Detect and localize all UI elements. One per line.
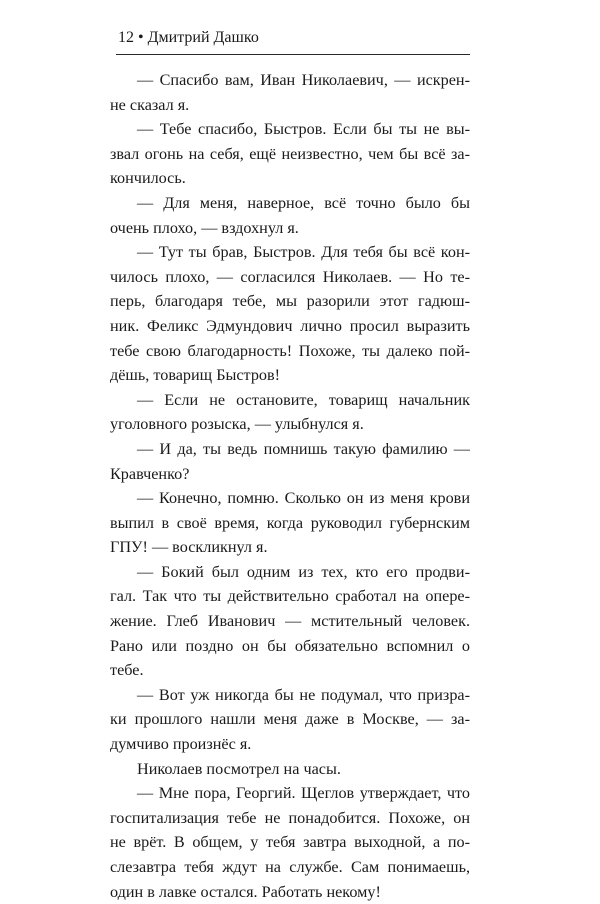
text-line: — Тебе спасибо, Быстров. Если бы ты не вы- — [137, 120, 470, 139]
text-line: думчиво произнёс я. — [110, 735, 252, 754]
text-line: Рано или поздно он бы обязательно вспомнил о — [110, 636, 470, 655]
text-line: — Мне пора, Георгий. Щеглов утверждает, что — [137, 784, 470, 803]
text-line: Кравченко? — [110, 464, 190, 483]
running-head: 12 • Дмитрий Дашко — [118, 29, 259, 46]
text-line: очень плохо, — вздохнул я. — [110, 218, 299, 237]
text-line: — Бокий был одним из тех, кто его продви- — [137, 562, 470, 581]
text-line: не сказал я. — [110, 95, 190, 114]
text-line: ник. Феликс Эдмундович лично просил выразить — [110, 316, 470, 335]
text-line: госпитализация тебе не понадобится. Похоже, он — [110, 808, 470, 827]
text-line: Николаев посмотрел на часы. — [137, 759, 341, 778]
text-line: — Если не остановите, товарищ начальник — [137, 390, 470, 409]
text-line: — И да, ты ведь помнишь такую фамилию — — [137, 439, 470, 458]
text-line: перь, благодаря тебе, мы разорили этот гадюш- — [110, 292, 470, 311]
text-line: выпил в своё время, когда руководил губернским — [110, 513, 470, 532]
text-line: жение. Глеб Иванович — мстительный человек. — [110, 612, 470, 631]
page-body-text — [110, 68, 470, 904]
text-line: уголовного розыска, — улыбнулся я. — [110, 415, 364, 434]
text-line: один в лавке остался. Работать некому! — [110, 882, 381, 901]
text-line: тебе. — [110, 661, 144, 680]
text-line: слезавтра тебя ждут на службе. Сам понимаешь, — [110, 858, 470, 876]
text-line: — Вот уж никогда бы не подумал, что призра- — [137, 685, 470, 704]
text-line: чилось плохо, — согласился Николаев. — Но те- — [110, 267, 470, 286]
text-line: — Для меня, наверное, всё точно было бы — [137, 193, 470, 212]
text-line: ГПУ! — воскликнул я. — [110, 538, 268, 557]
text-line: — Спасибо вам, Иван Николаевич, — искрен- — [137, 71, 470, 89]
text-line: ки прошлого нашли меня даже в Москве, — за- — [110, 710, 470, 729]
text-line: тебе свою благодарность! Похоже, ты далеко пой- — [110, 341, 470, 360]
header-rule — [116, 54, 470, 55]
text-line: — Тут ты брав, Быстров. Для тебя бы всё кон- — [137, 243, 470, 262]
text-line: не врёт. В общем, у тебя завтра выходной, а по- — [110, 833, 470, 852]
text-line: — Конечно, помню. Сколько он из меня крови — [137, 489, 470, 508]
text-line: гал. Так что ты действительно сработал на опере- — [110, 587, 470, 606]
text-line: кончилось. — [110, 169, 186, 188]
text-line: звал огонь на себя, ещё неизвестно, чем бы всё за- — [110, 144, 470, 163]
text-line: дёшь, товарищ Быстров! — [110, 366, 281, 385]
